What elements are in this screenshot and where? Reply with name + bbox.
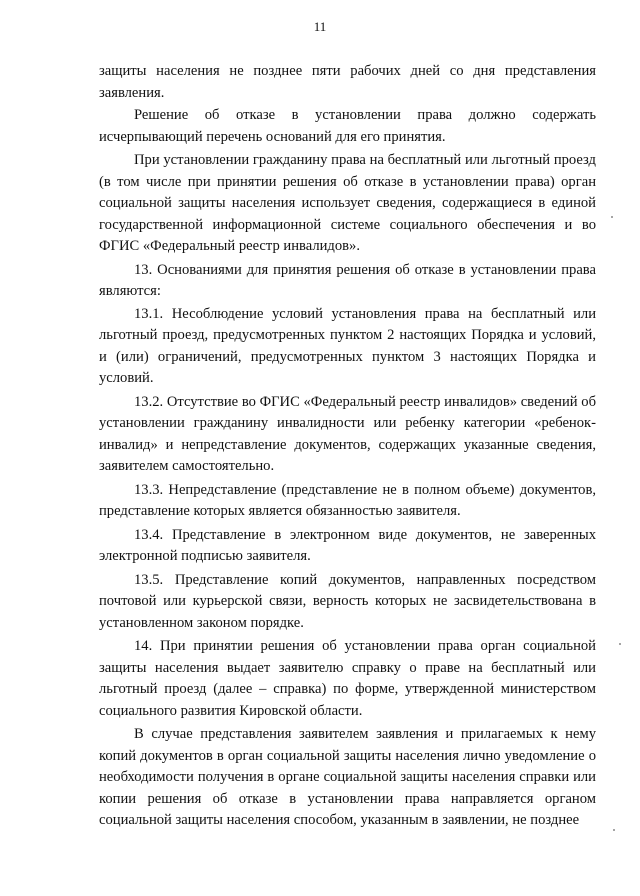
paragraph-notification: В случае представления заявителем заявления и прилагаемых к нему копий документов в орган социальной защиты населения лично уведомление о необходимости получения в органе социальной защиты населения справки или копии решения об отказе в установлении права направляется органом социальной защиты населения способом, указанным в заявлении, не позднее [99,726,596,828]
scan-speck [611,216,613,218]
paragraph-information-sources: При установлении гражданину права на бесплатный или льготный проезд (в том числе при принятии решения об отказе в установлении права) орган социальной защиты населения использует сведения, содержащиеся в единой государственной информационной системе социального обеспечения и во ФГИС «Федеральный реестр инвалидов». [99,152,596,254]
paragraph-item-13-5: 13.5. Представление копий документов, направленных посредством почтовой или курьерской связи, верность которых не засвидетельствована в установленном законом порядке. [99,571,596,631]
paragraph-item-13-2: 13.2. Отсутствие во ФГИС «Федеральный реестр инвалидов» сведений об установлении гражданину инвалидности или ребенку категории «ребенок-инвалид» и непредставление документов, содержащих указанные сведения, заявителем самостоятельно. [99,393,596,474]
paragraph-item-13-3: 13.3. Непредставление (представление не в полном объеме) документов, представление которых является обязанностью заявителя. [99,481,596,519]
paragraph-item-13-4: 13.4. Представление в электронном виде документов, не заверенных электронной подписью заявителя. [99,526,596,564]
paragraph-item-13-1: 13.1. Несоблюдение условий установления права на бесплатный или льготный проезд, предусмотренных пунктом 2 настоящих Порядка и условий, и (или) ограничений, предусмотренных пунктом 3 настоящих Порядка и условий. [99,305,596,386]
paragraph-item-14: 14. При принятии решения об установлении права орган социальной защиты населения выдает заявителю справку о праве на бесплатный или льготный проезд (далее – справка) по форме, утвержденной министерством социального развития Кировской области. [99,638,596,719]
scan-speck [619,643,621,645]
document-body [99,61,596,833]
paragraph-refusal-decision: Решение об отказе в установлении права должно содержать исчерпывающий перечень оснований для его принятия. [99,107,596,145]
paragraph-item-13: 13. Основаниями для принятия решения об отказе в установлении права являются: [99,261,596,299]
scan-speck [613,829,615,831]
page-number: 11 [313,19,327,34]
paragraph-continuation: защиты населения не позднее пяти рабочих дней со дня представления заявления. [99,63,596,101]
